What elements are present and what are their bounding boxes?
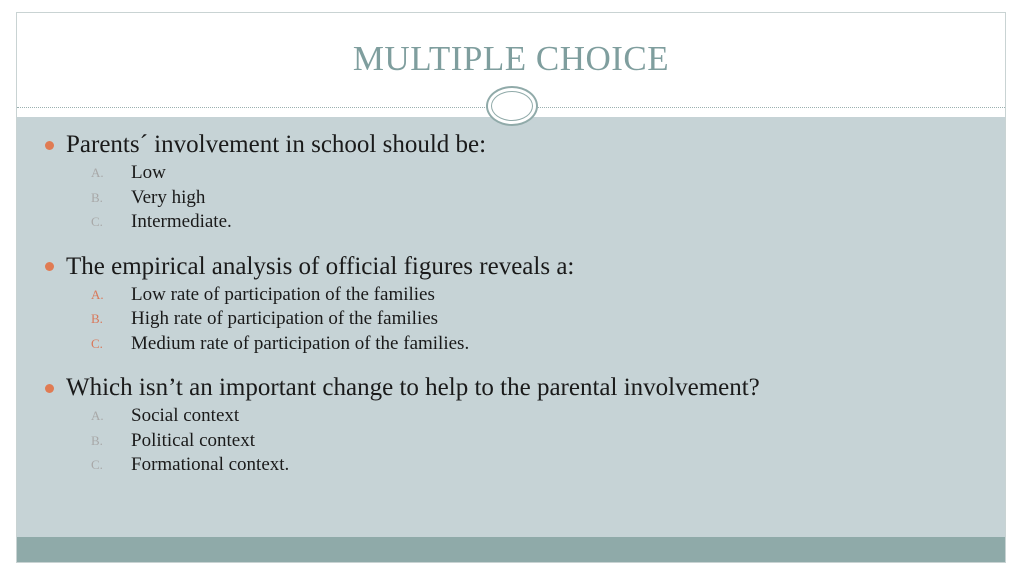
option-text: Social context bbox=[131, 405, 240, 427]
option-text: Very high bbox=[131, 186, 206, 208]
option-item bbox=[91, 161, 995, 186]
option-text: High rate of participation of the families bbox=[131, 308, 439, 330]
option-text: Political context bbox=[131, 429, 256, 451]
option-text: Formational context. bbox=[131, 454, 290, 476]
bullet-icon bbox=[45, 262, 54, 271]
question-1 bbox=[45, 129, 995, 235]
option-item bbox=[91, 404, 995, 429]
option-letter: A. bbox=[91, 165, 104, 181]
question-list bbox=[45, 129, 995, 494]
option-letter: C. bbox=[91, 214, 103, 230]
option-letter: C. bbox=[91, 457, 103, 473]
option-letter: A. bbox=[91, 408, 104, 424]
option-text: Low bbox=[131, 162, 166, 184]
option-item bbox=[91, 429, 995, 454]
bullet-icon bbox=[45, 384, 54, 393]
circle-ornament-icon bbox=[486, 86, 538, 126]
question-text: Which isn’t an important change to help to the parental involvement? bbox=[66, 374, 760, 401]
option-letter: C. bbox=[91, 335, 103, 351]
option-list bbox=[45, 404, 995, 478]
option-item bbox=[91, 307, 995, 332]
question-text: The empirical analysis of official figures reveals a: bbox=[66, 252, 575, 280]
option-text: Low rate of participation of the families bbox=[131, 283, 435, 305]
question-line bbox=[45, 129, 995, 161]
question-3 bbox=[45, 372, 995, 478]
option-letter: B. bbox=[91, 189, 103, 205]
option-list bbox=[45, 161, 995, 235]
question-text: Parents´ involvement in school should be: bbox=[66, 131, 487, 158]
footer-bar bbox=[17, 537, 1005, 562]
bullet-icon bbox=[45, 141, 54, 150]
question-line bbox=[45, 251, 995, 283]
option-item bbox=[91, 210, 995, 235]
option-item bbox=[91, 283, 995, 308]
question-line bbox=[45, 372, 995, 404]
question-2 bbox=[45, 251, 995, 357]
option-text: Medium rate of participation of the families. bbox=[131, 332, 470, 354]
option-item bbox=[91, 332, 995, 357]
option-letter: B. bbox=[91, 432, 103, 448]
content-area bbox=[17, 117, 1005, 537]
slide bbox=[16, 12, 1006, 563]
option-letter: A. bbox=[91, 286, 104, 302]
option-item bbox=[91, 186, 995, 211]
slide-title: MULTIPLE CHOICE bbox=[352, 39, 670, 78]
option-list bbox=[45, 283, 995, 357]
option-item bbox=[91, 453, 995, 478]
option-letter: B. bbox=[91, 311, 103, 327]
option-text: Intermediate. bbox=[131, 211, 232, 233]
